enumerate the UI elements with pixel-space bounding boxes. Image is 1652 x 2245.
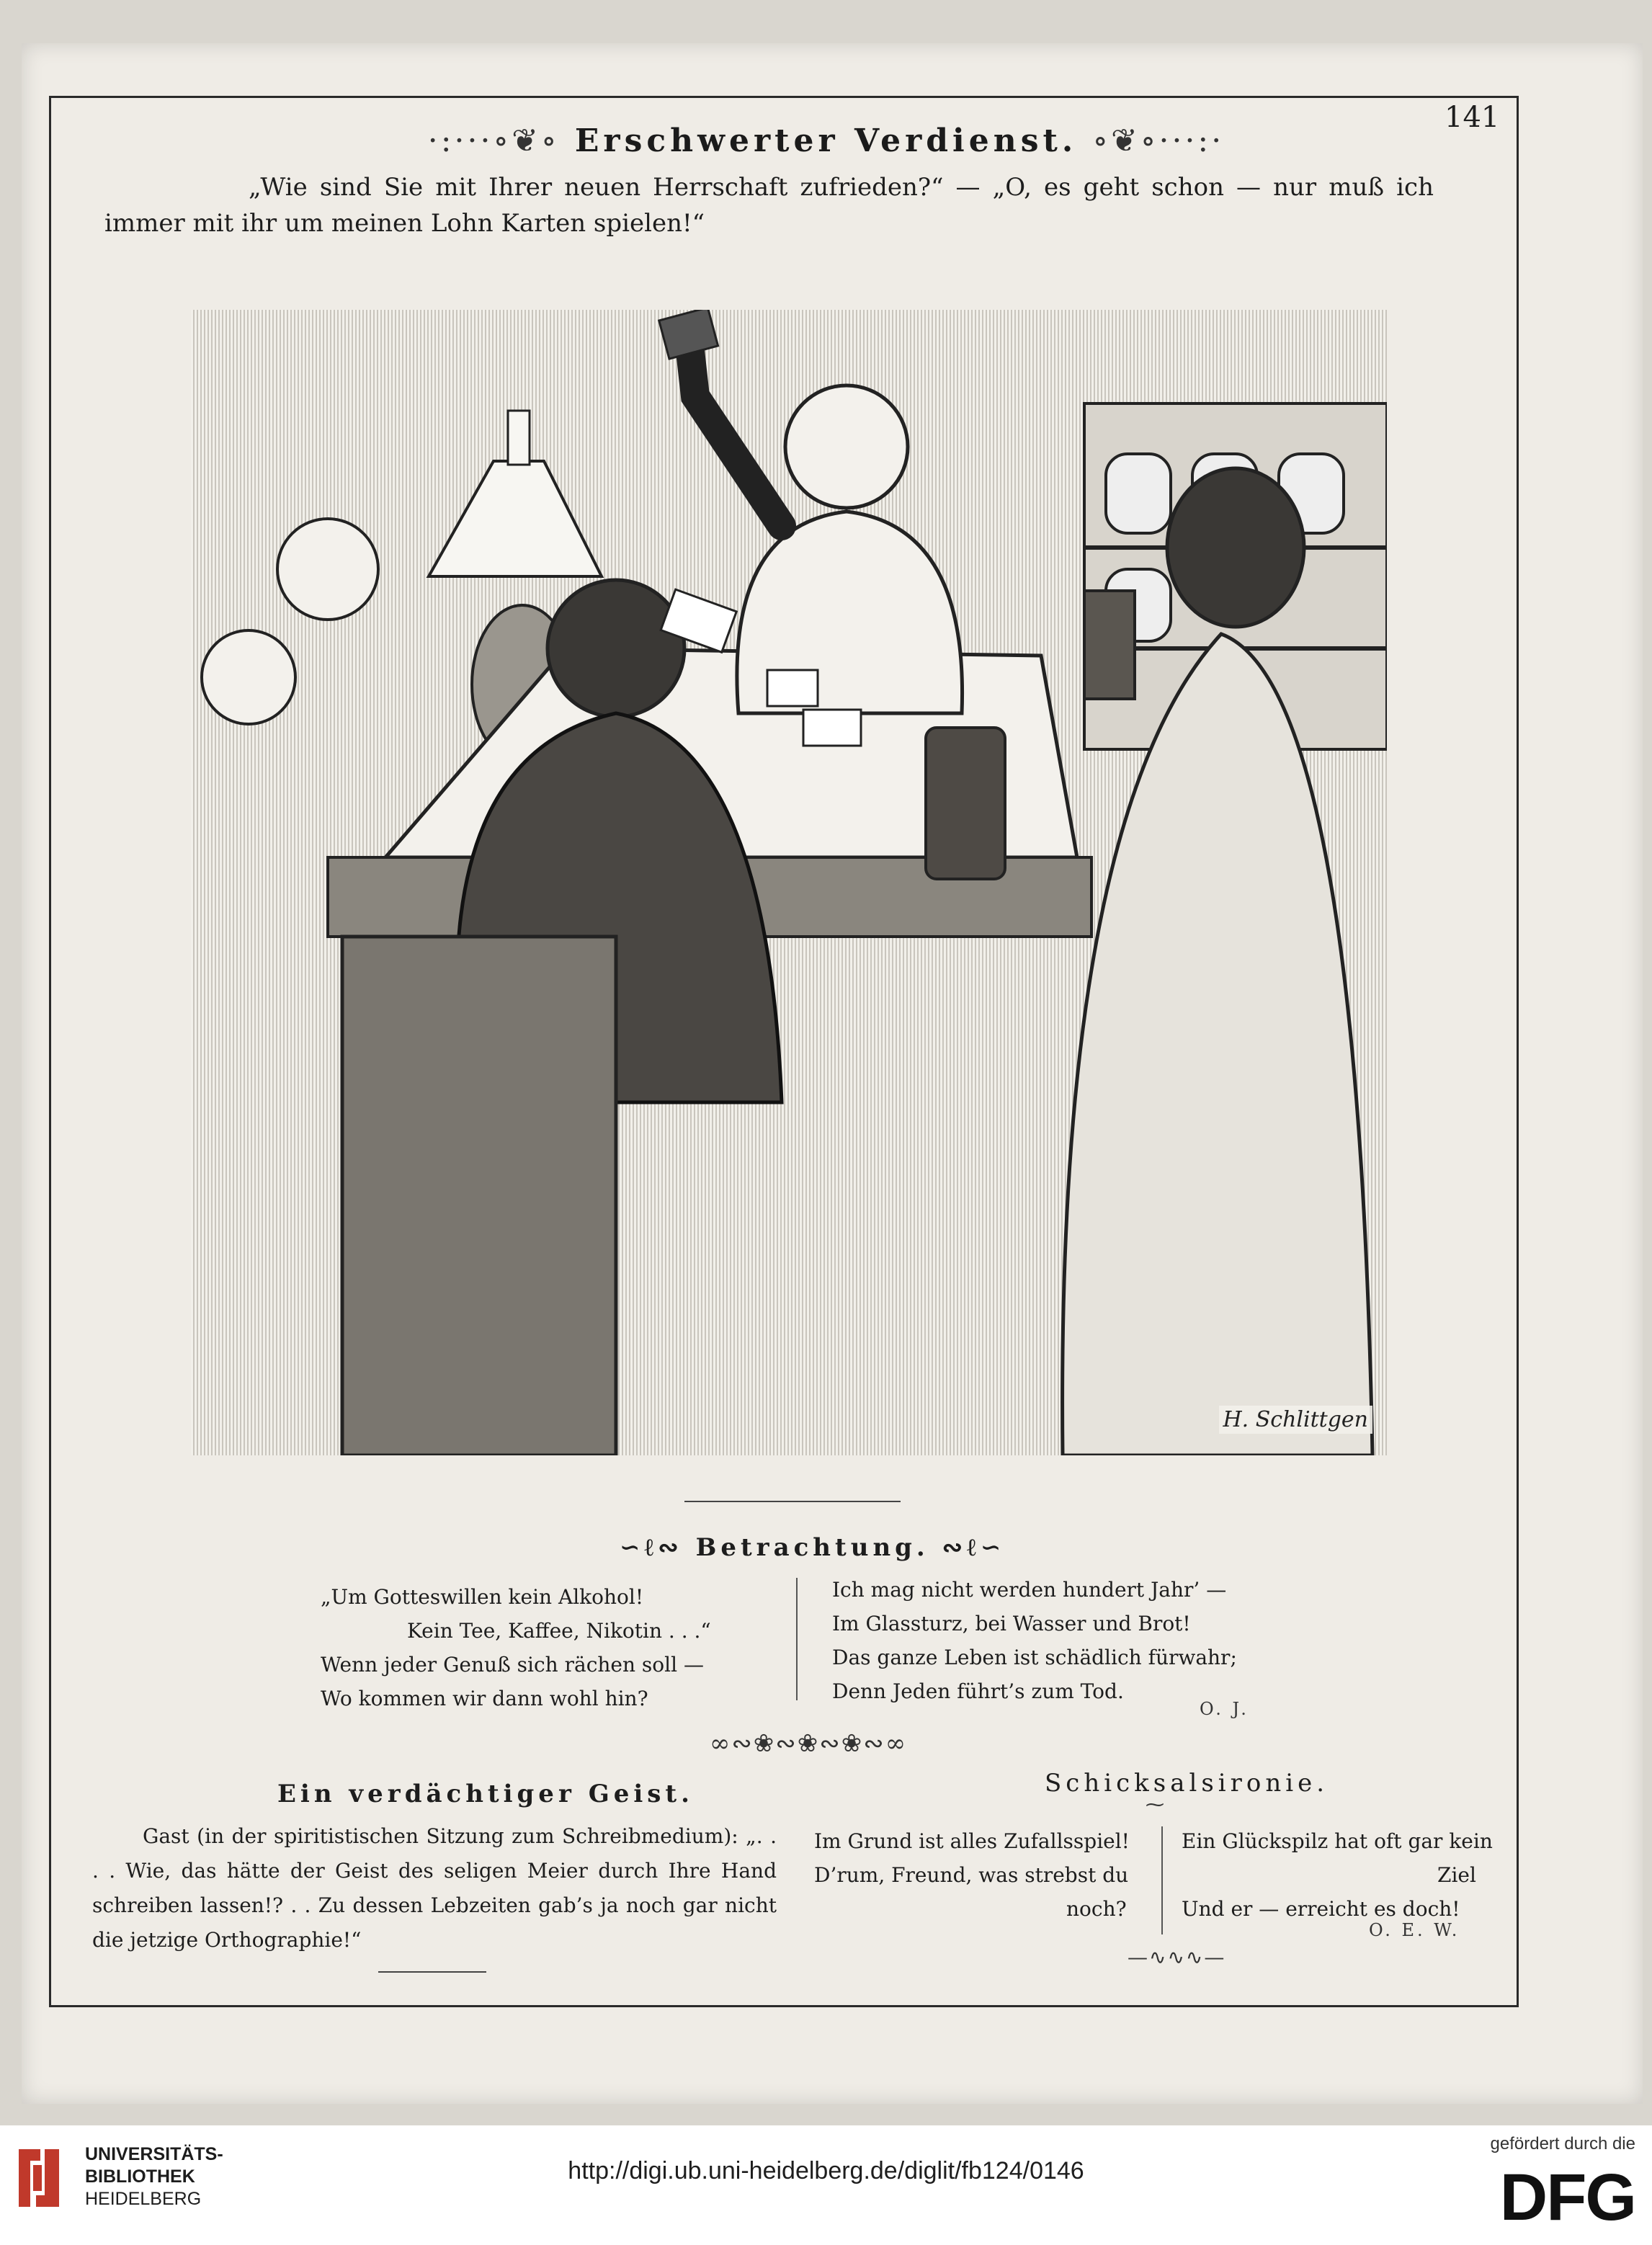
betrachtung-title-text: Betrachtung. — [695, 1533, 929, 1562]
poem-line: „Um Gotteswillen kein Alkohol! — [321, 1585, 644, 1609]
divider-ornament: ∞∾❀∾❀∾❀∾∞ — [710, 1729, 908, 1758]
poem-line: Ein Glückspilz hat oft gar kein — [1182, 1829, 1493, 1853]
geist-text: Gast (in der spiritistischen Sitzung zum Schreibmedium): „. . . . Wie, das hätte der Geist des seligen Meier durch Ihre Hand schreiben lassen!? . . Zu dessen Lebzeiten gab’s ja noch gar nicht die jetzige Orthographie!“ — [92, 1824, 777, 1952]
illustration-drawing — [191, 310, 1387, 1455]
schicksalsironie-author: O. E. W. — [1369, 1920, 1460, 1940]
illustration-signature: H. Schlittgen — [1219, 1406, 1373, 1434]
footer-bar — [0, 2125, 1652, 2245]
column-divider — [1161, 1826, 1163, 1934]
betrachtung-left-stanza — [321, 1580, 711, 1715]
headline-ornament-left: ·:···∘❦∘ — [427, 122, 560, 159]
geist-title: Ein verdächtiger Geist. — [277, 1780, 694, 1808]
logo-line: UNIVERSITÄTS- — [85, 2144, 223, 2164]
section-rule — [684, 1501, 901, 1502]
schicksalsironie-left-stanza — [814, 1824, 1130, 1926]
poem-line: Wo kommen wir dann wohl hin? — [321, 1687, 648, 1710]
logo-line: HEIDELBERG — [85, 2189, 202, 2209]
poem-line: D’rum, Freund, was strebst du — [814, 1863, 1129, 1887]
card-game-illustration — [191, 310, 1387, 1455]
logo-line: BIBLIOTHEK — [85, 2166, 195, 2187]
poem-line: Ziel — [1437, 1863, 1476, 1887]
betrachtung-right-stanza — [832, 1573, 1237, 1708]
permalink-url-text[interactable]: http://digi.ub.uni-heidelberg.de/diglit/fb124/0146 — [568, 2157, 1084, 2184]
betrachtung-ornament-right: ∾ℓ∽ — [942, 1533, 1006, 1562]
betrachtung-author: O. J. — [1200, 1699, 1249, 1719]
poem-line: Das ganze Leben ist schädlich fürwahr; — [832, 1646, 1237, 1669]
page-number: 141 — [1445, 101, 1500, 134]
poem-line: Im Glassturz, bei Wasser und Brot! — [832, 1612, 1191, 1635]
poem-line: noch? — [1066, 1897, 1127, 1921]
poem-line: Wenn jeder Genuß sich rächen soll — — [321, 1653, 704, 1677]
betrachtung-title — [620, 1533, 1005, 1562]
poem-line: Denn Jeden führt’s zum Tod. — [832, 1679, 1124, 1703]
headline-text: Erschwerter Verdienst. — [574, 122, 1078, 159]
column-divider — [796, 1578, 798, 1700]
poem-line: Im Grund ist alles Zufallsspiel! — [814, 1829, 1130, 1853]
poem-line: Kein Tee, Kaffee, Nikotin . . .“ — [407, 1619, 711, 1643]
geist-end-rule — [378, 1971, 486, 1973]
schicksalsironie-right-stanza — [1182, 1824, 1493, 1926]
permalink-url[interactable] — [0, 2157, 1652, 2185]
illustration-caption: „Wie sind Sie mit Ihrer neuen Herrschaft zufrieden?“ — „O, es geht schon — nur muß ich immer mit ihr um meinen Lohn Karten spielen!“ — [104, 173, 1434, 238]
headline-ornament-right: ∘❦∘···:· — [1092, 122, 1225, 159]
dfg-logo: DFG — [1499, 2161, 1635, 2234]
headline — [0, 122, 1652, 159]
schicksalsironie-title: Schicksalsironie. — [1045, 1769, 1329, 1798]
end-ornament: —∿∿∿— — [1128, 1945, 1226, 1969]
poem-line: Und er — erreicht es doch! — [1182, 1897, 1460, 1921]
poem-line: Ich mag nicht werden hundert Jahr’ — — [832, 1578, 1227, 1602]
funding-note: gefördert durch die — [1490, 2134, 1635, 2153]
betrachtung-ornament-left: ∽ℓ∾ — [620, 1533, 683, 1562]
schicksalsironie-ornament: ⁓ — [1146, 1794, 1166, 1816]
